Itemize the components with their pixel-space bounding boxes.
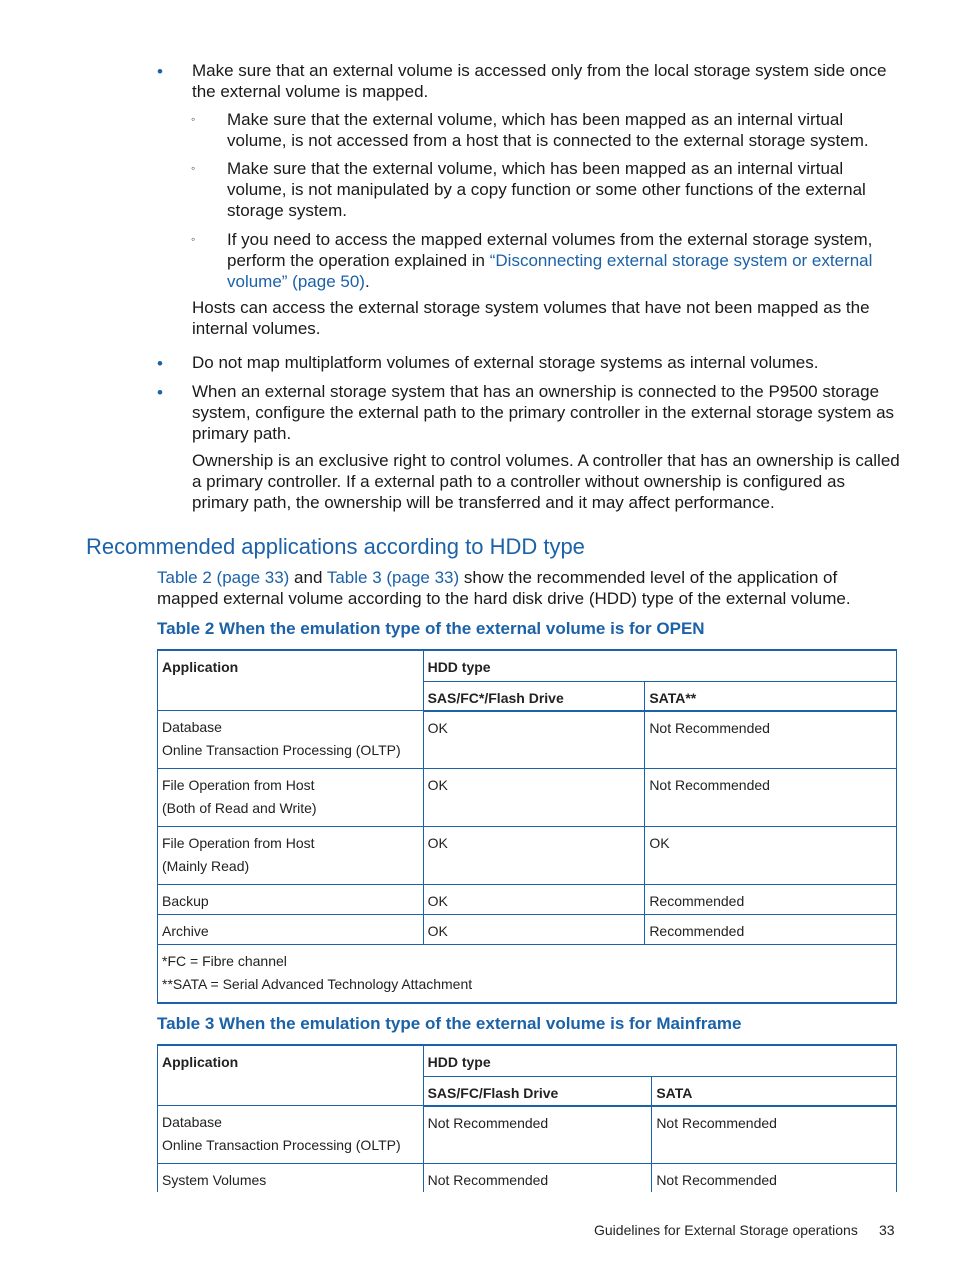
intro-rest: show the recommended level of the application of mapped external volume according to the hard disk drive (HDD) type of the external volume. [157,568,851,608]
bullet-text-2: Do not map multiplatform volumes of external storage systems as internal volumes. [192,353,819,372]
table3 [157,1044,897,1192]
table-cell: Recommended [645,915,897,945]
table-cell: Database Online Transaction Processing (OLTP) [158,1106,424,1164]
bullet-note-1: Hosts can access the external storage system volumes that have not been mapped as the internal volumes. [192,298,870,338]
table-row [158,769,897,827]
table-cell: System Volumes [158,1164,424,1193]
footnote-fc: *FC = Fibre channel [162,953,287,969]
table-cell: Not Recommended [423,1106,652,1164]
table2-footnotes [158,945,897,1003]
sub-bullet-marker: ◦ [191,161,196,175]
table-cell: OK [423,885,645,915]
table-cell: File Operation from Host (Mainly Read) [158,827,424,885]
sub-bullet-text-2: Make sure that the external volume, which has been mapped as an internal virtual volume, is not manipulated by a copy function or some other functions of the external storage system. [227,159,866,220]
table3-header-hdd: HDD type [423,1045,896,1076]
table2-header-hdd: HDD type [423,650,896,681]
table-cell: File Operation from Host (Both of Read and Write) [158,769,424,827]
table-cell: Not Recommended [645,769,897,827]
table2-header-application: Application [158,650,424,711]
table3-link[interactable]: Table 3 (page 33) [326,568,460,587]
table2-header-col-a: SAS/FC*/Flash Drive [423,681,645,711]
table3-caption: Table 3 When the emulation type of the external volume is for Mainframe [157,1014,742,1033]
sub-bullet-marker: ◦ [191,232,196,246]
table-row [158,827,897,885]
table-row [158,711,897,769]
sub-bullet-text-3-prefix: If you need to access the mapped external volumes from the external storage system, perform the operation explained in [227,230,873,270]
intro-and: and [289,568,327,587]
table3-header-col-b: SATA [652,1076,897,1106]
sub-bullet-text-3 [227,229,897,292]
table-footnote-row [158,945,897,1003]
table2 [157,649,897,1004]
footer-title: Guidelines for External Storage operations [594,1222,858,1238]
table-row [158,1106,897,1164]
page-number: 33 [879,1222,895,1238]
table-cell: Database Online Transaction Processing (OLTP) [158,711,424,769]
table-cell: Archive [158,915,424,945]
table-cell: OK [423,769,645,827]
sub-bullet-text-3-suffix: . [364,272,370,291]
table-cell: OK [423,915,645,945]
bullet-marker: • [157,383,163,402]
bullet-marker: • [157,354,163,373]
table-cell: OK [423,711,645,769]
table-cell: Backup [158,885,424,915]
table2-link[interactable]: Table 2 (page 33) [157,568,290,587]
table-cell: Not Recommended [652,1164,897,1193]
section-intro [157,567,867,609]
table-cell: OK [423,827,645,885]
bullet-text-1: Make sure that an external volume is accessed only from the local storage system side once the external volume is mapped. [192,61,887,101]
bullet-note-3: Ownership is an exclusive right to control volumes. A controller that has an ownership is called a primary controller. If a external path to a controller without ownership is configured as primary path, the ownership will be transferred and it may affect performance. [192,451,900,512]
bullet-text-3: When an external storage system that has an ownership is connected to the P9500 storage system, configure the external path to the primary controller in the external storage system as primary path. [192,382,895,443]
table3-header-application: Application [158,1045,424,1106]
table-cell: Not Recommended [652,1106,897,1164]
table-cell: Not Recommended [423,1164,652,1193]
table-row [158,915,897,945]
table2-caption: Table 2 When the emulation type of the external volume is for OPEN [157,619,705,638]
table-row [158,1164,897,1193]
sub-bullet-marker: ◦ [191,112,196,126]
footnote-sata: **SATA = Serial Advanced Technology Attachment [162,976,473,992]
table3-header-col-a: SAS/FC/Flash Drive [423,1076,652,1106]
bullet-marker: • [157,62,163,81]
table2-header-col-b: SATA** [645,681,897,711]
table-cell: Recommended [645,885,897,915]
table-cell: Not Recommended [645,711,897,769]
sub-bullet-text-1: Make sure that the external volume, which has been mapped as an internal virtual volume, is not accessed from a host that is connected to the external storage system. [227,110,869,150]
disconnecting-link[interactable]: “Disconnecting external storage system or external volume” (page 50) [227,251,873,291]
table-cell: OK [645,827,897,885]
table-row [158,885,897,915]
section-heading: Recommended applications according to HDD type [86,534,585,559]
